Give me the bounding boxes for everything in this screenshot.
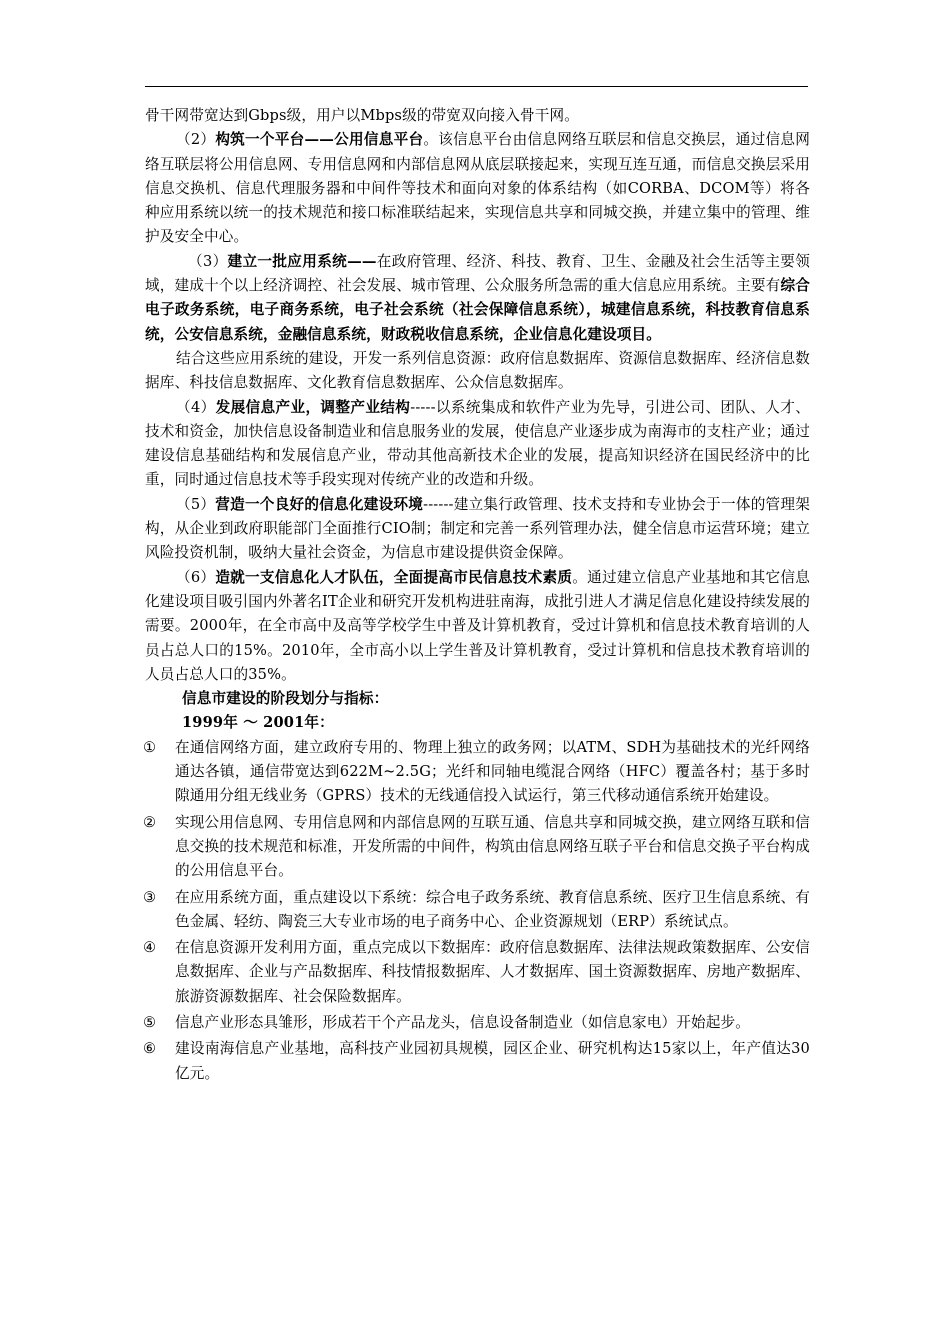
list-item-number: ⑥	[143, 1040, 157, 1058]
list-item-text: 实现公用信息网、专用信息网和内部信息网的互联互通、信息共享和同城交换，建立网络互联和信息交换的技术规范和标准，开发所需的中间件，构筑由信息网络互联子平台和信息交换子平台构成的公用信息平台。	[175, 813, 810, 880]
list-item-number: ④	[143, 939, 157, 957]
list-item-text: 在应用系统方面，重点建设以下系统：综合电子政务系统、教育信息系统、医疗卫生信息系统、有色金属、轻纺、陶瓷三大专业市场的电子商务中心、企业资源规划（ERP）系统试点。	[175, 888, 810, 930]
list-item-text: 信息产业形态具雏形，形成若干个产品龙头，信息设备制造业（如信息家电）开始起步。	[175, 1013, 751, 1031]
paragraph-applications	[145, 250, 810, 347]
paragraph-industry	[145, 396, 810, 493]
list-item	[145, 886, 810, 935]
paragraph-title: 发展信息产业，调整产业结构	[215, 398, 411, 416]
document-body	[145, 104, 810, 1088]
paragraph-talent	[145, 566, 810, 687]
paragraph-environment	[145, 493, 810, 566]
list-item-number: ⑤	[143, 1013, 157, 1031]
list-item-text: 在通信网络方面，建立政府专用的、物理上独立的政务网；以ATM、SDH为基础技术的光纤网络通达各镇，通信带宽达到622M~2.5G；光纤和同轴电缆混合网络（HFC）覆盖各村；基于多时隙通用分组无线业务（GPRS）技术的无线通信投入试运行，第三代移动通信系统开始建设。	[175, 738, 810, 805]
item-number: （2）	[176, 131, 216, 149]
system-list: 综合电子政务系统，电子商务系统，电子社会系统（社会保障信息系统），城建信息系统，科技教育信息系统，公安信息系统，金融信息系统，财政税收信息系统，企业信息化建设项目。	[145, 277, 810, 343]
list-item	[145, 1037, 810, 1086]
list-item-text: 建设南海信息产业基地，高科技产业园初具规模，园区企业、研究机构达15家以上，年产值达30亿元。	[175, 1040, 810, 1082]
list-item-number: ①	[143, 738, 157, 756]
paragraph-text: -----以系统集成和软件产业为先导，引进公司、团队、人才、技术和资金，加快信息设备制造业和信息服务业的发展，使信息产业逐步成为南海市的支柱产业；通过建设信息基础结构和发展信息产业，带动其他高新技术企业的发展，提高知识经济在国民经济中的比重，同时通过信息技术等手段实现对传统产业的改造和升级。	[145, 398, 810, 489]
paragraph-title: 建立一批应用系统——	[227, 252, 377, 270]
list-item	[145, 936, 810, 1009]
section-heading: 信息市建设的阶段划分与指标：	[182, 690, 389, 708]
paragraph-title: 造就一支信息化人才队伍，全面提高市民信息技术素质	[215, 568, 573, 586]
paragraph-text: 。该信息平台由信息网络互联层和信息交换层，通过信息网络互联层将公用信息网、专用信息网和内部信息网从底层联接起来，实现互连互通，而信息交换层采用信息交换机、信息代理服务器和中间件等技术和面向对象的体系结构（如CORBA、DCOM等）将各种应用系统以统一的技术规范和接口标准联结起来，实现信息共享和同城交换，并建立集中的管理、维护及安全中心。	[145, 131, 810, 246]
paragraph-continuation: 骨干网带宽达到Gbps级，用户以Mbps级的带宽双向接入骨干网。	[145, 107, 579, 124]
stage-period: 1999年 ～ 2001年：	[182, 714, 334, 732]
paragraph-title: 构筑一个平台——公用信息平台	[215, 131, 424, 149]
list-item	[145, 1011, 810, 1035]
paragraph-resources: 结合这些应用系统的建设，开发一系列信息资源：政府信息数据库、资源信息数据库、经济信息数据库、科技信息数据库、文化教育信息数据库、公众信息数据库。	[145, 349, 810, 392]
item-number: （6）	[176, 568, 216, 586]
item-number: （5）	[176, 495, 216, 513]
list-item-text: 在信息资源开发利用方面，重点完成以下数据库：政府信息数据库、法律法规政策数据库、公安信息数据库、企业与产品数据库、科技情报数据库、人才数据库、国土资源数据库、房地产数据库、旅游资源数据库、社会保险数据库。	[175, 939, 810, 1005]
paragraph-text: 在政府管理、经济、科技、教育、卫生、金融及社会生活等主要领域，建成十个以上经济调控、社会发展、城市管理、公众服务所急需的重大信息应用系统。主要有	[145, 252, 810, 295]
paragraph-title: 营造一个良好的信息化建设环境	[215, 495, 424, 513]
list-item-number: ③	[143, 888, 157, 906]
paragraph-platform	[145, 128, 810, 249]
header-rule	[145, 86, 808, 87]
paragraph-text: ------建立集行政管理、技术支持和专业协会于一体的管理架构，从企业到政府职能部门全面推行CIO制；制定和完善一系列管理办法，健全信息市运营环境；建立风险投资机制，吸纳大量社会资金，为信息市建设提供资金保障。	[145, 495, 810, 562]
item-number: （4）	[176, 398, 216, 416]
list-item	[145, 811, 810, 884]
paragraph-text: 。通过建立信息产业基地和其它信息化建设项目吸引国内外著名IT企业和研究开发机构进驻南海，成批引进人才满足信息化建设持续发展的需要。2000年，在全市高中及高等学校学生中普及计算机教育，受过计算机和信息技术教育培训的人员占总人口的15%。2010年，全市高小以上学生普及计算机教育，受过计算机和信息技术教育培训的人员占总人口的35%。	[145, 568, 810, 683]
list-item-number: ②	[143, 813, 157, 831]
milestone-list	[145, 736, 810, 1086]
item-number: （3）	[188, 252, 228, 270]
list-item	[145, 736, 810, 809]
